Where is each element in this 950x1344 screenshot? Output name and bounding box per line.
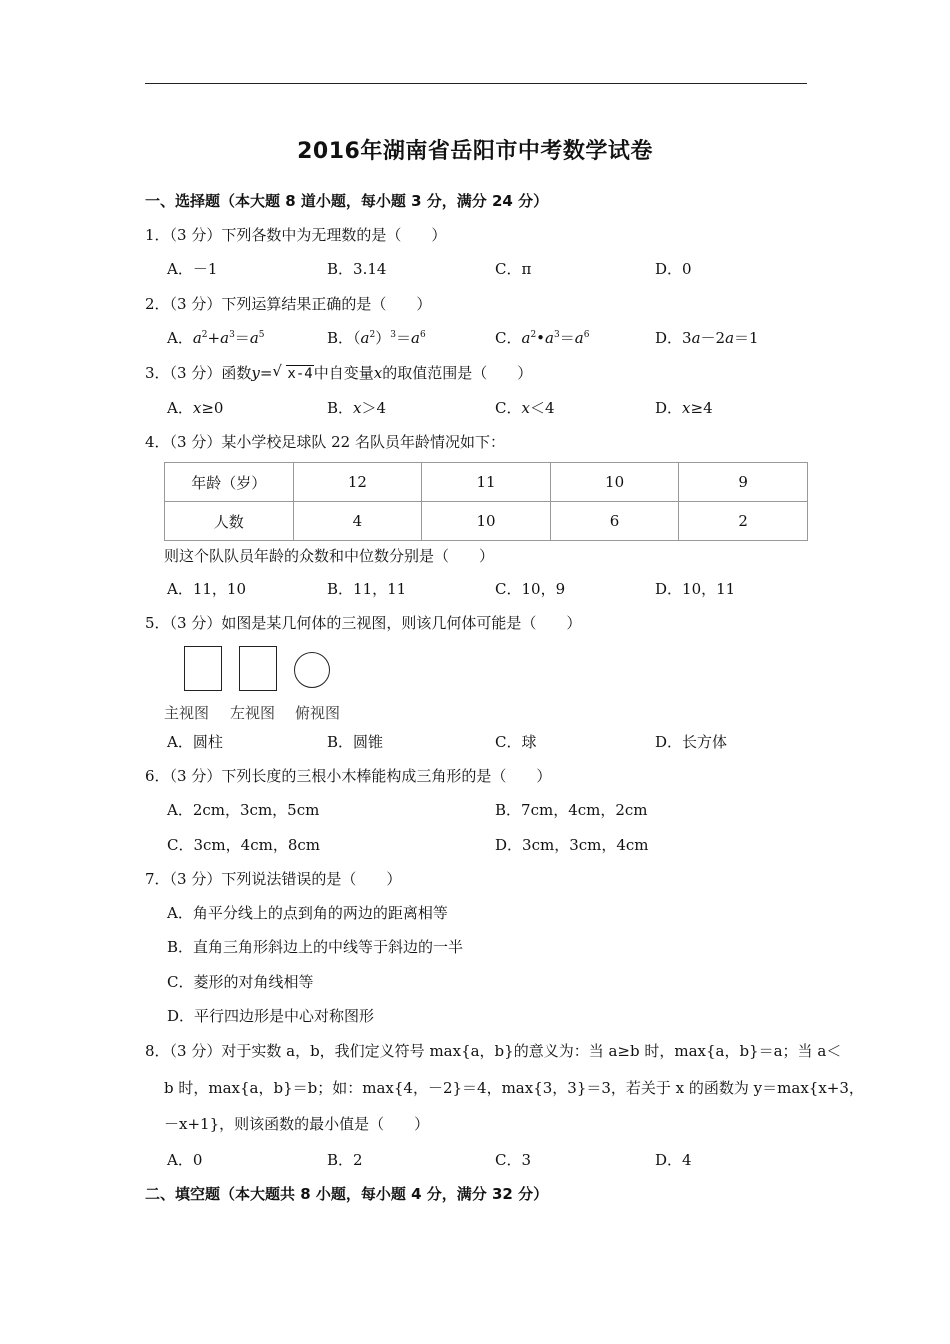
question-6-stem: 6．（3 分）下列长度的三根小木棒能构成三角形的是（ ） [145,767,552,785]
front-view-label: 主视图 [164,704,210,722]
q3-stem-pre: 3．（3 分）函数 [145,364,252,382]
q2-option-c: C．$a^2•a^3=a^6$ [495,329,590,347]
q7-option-d: D．平行四边形是中心对称图形 [167,1007,375,1025]
q4-option-d: D．10，11 [655,580,736,598]
q7-option-b: B．直角三角形斜边上的中线等于斜边的一半 [167,938,464,956]
q3-option-b: B．x＞4 [327,399,387,417]
table-cell: 2 [679,502,808,541]
question-7-stem: 7．（3 分）下列说法错误的是（ ） [145,870,402,888]
q6-option-d: D．3cm，3cm，4cm [495,836,649,854]
q5-option-a: A．圆柱 [167,733,223,751]
table-row [165,502,808,541]
q5-option-b: B．圆锥 [327,733,384,751]
question-2-stem: 2．（3 分）下列运算结果正确的是（ ） [145,295,432,313]
question-8-line-1: 8．（3 分）对于实数 a，b，我们定义符号 max{a，b}的意义为：当 a≥b 时，max{a，b}＝a；当 a＜ [145,1042,842,1060]
q2-option-a: A．$a^2+a^3=a^5$ [167,329,265,347]
q7-option-a: A．角平分线上的点到角的两边的距离相等 [167,904,448,922]
front-view-rectangle [184,646,222,691]
question-3-stem: 3．（3 分）函数y= √ x-4中自变量x的取值范围是（ ） [145,362,533,382]
q3-option-c: C．x＜4 [495,399,555,417]
side-view-label: 左视图 [230,704,276,722]
q1-option-c: C．π [495,260,532,278]
q5-option-c: C．球 [495,733,537,751]
section-2-heading: 二、填空题（本大题共 8 小题，每小题 4 分，满分 32 分） [145,1185,549,1203]
question-5-stem: 5．（3 分）如图是某几何体的三视图，则该几何体可能是（ ） [145,614,582,632]
section-1-heading: 一、选择题（本大题 8 道小题，每小题 3 分，满分 24 分） [145,192,549,210]
table-cell: 10 [550,463,679,502]
q6-option-a: A．2cm，3cm，5cm [167,801,320,819]
question-4-follow: 则这个队队员年龄的众数和中位数分别是（ ） [164,547,495,565]
q8-option-b: B．2 [327,1151,363,1169]
question-8-line-2: b 时，max{a，b}＝b；如：max{4，－2}＝4，max{3，3}＝3，若关于 x 的函数为 y＝max{x+3， [164,1079,864,1097]
q1-option-b: B．3.14 [327,260,387,278]
question-8-line-3: －x+1}，则该函数的最小值是（ ） [164,1115,430,1133]
table-cell: 4 [293,502,422,541]
table-cell: 6 [550,502,679,541]
question-4-stem: 4．（3 分）某小学校足球队 22 名队员年龄情况如下： [145,433,505,451]
q4-option-a: A．11，10 [167,580,247,598]
q8-option-c: C．3 [495,1151,532,1169]
q1-option-a: A．－1 [167,260,218,278]
q3-option-d: D．x≥4 [655,399,713,417]
exam-title: 2016年湖南省岳阳市中考数学试卷 [297,139,653,164]
q2-option-d: D．3a－2a＝1 [655,329,759,347]
q6-option-c: C．3cm，4cm，8cm [167,836,320,854]
table-cell: 10 [422,502,551,541]
q4-option-c: C．10，9 [495,580,566,598]
q3-option-a: A．x≥0 [167,399,224,417]
table-cell: 9 [679,463,808,502]
q6-option-b: B．7cm，4cm，2cm [495,801,648,819]
q2-option-b: B．$(a^2)^3=a^6$ [327,329,426,347]
q7-option-c: C．菱形的对角线相等 [167,973,314,991]
question-1-stem: 1．（3 分）下列各数中为无理数的是（ ） [145,226,447,244]
side-view-rectangle [239,646,277,691]
radicand: x-4 [287,366,313,382]
table-cell: 12 [293,463,422,502]
top-view-circle [294,652,330,688]
q8-option-a: A．0 [167,1151,203,1169]
table-row [165,463,808,502]
q1-option-d: D．0 [655,260,692,278]
header-rule [145,83,807,84]
q5-option-d: D．长方体 [655,733,728,751]
table-cell: 人数 [165,502,294,541]
q4-option-b: B．11，11 [327,580,407,598]
age-table [164,462,808,541]
three-views-figure [164,644,364,724]
radical-sign-icon: √ [272,362,282,380]
table-cell: 年龄（岁） [165,463,294,502]
q8-option-d: D．4 [655,1151,692,1169]
table-cell: 11 [422,463,551,502]
sqrt-expression [272,364,313,382]
top-view-label: 俯视图 [295,704,341,722]
